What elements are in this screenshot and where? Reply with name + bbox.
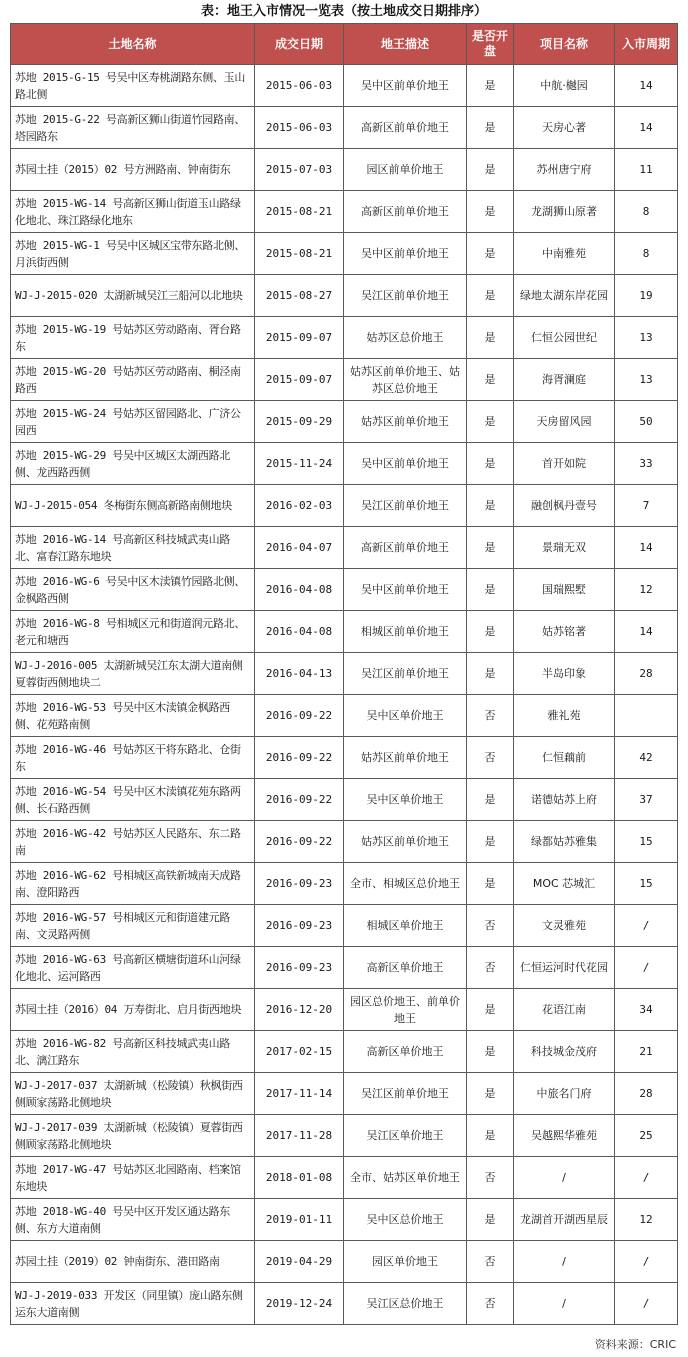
- table-row: [11, 863, 678, 905]
- cell-land-name: 苏园土挂（2015）02 号方洲路南、钟南街东: [11, 149, 255, 191]
- cell-land-king-desc: 吴江区总价地王: [344, 1283, 467, 1325]
- cell-deal-date: 2015-09-07: [255, 359, 344, 401]
- cell-market-period: 25: [615, 1115, 678, 1157]
- header-deal-date: 成交日期: [255, 24, 344, 65]
- table-row: [11, 359, 678, 401]
- cell-market-period: 11: [615, 149, 678, 191]
- cell-market-period: 7: [615, 485, 678, 527]
- cell-land-king-desc: 相城区前单价地王: [344, 611, 467, 653]
- cell-opened: 否: [467, 695, 514, 737]
- table-row: [11, 233, 678, 275]
- cell-project-name: 仁恒运河时代花园: [514, 947, 615, 989]
- cell-land-king-desc: 吴中区单价地王: [344, 695, 467, 737]
- cell-land-king-desc: 吴中区前单价地王: [344, 443, 467, 485]
- table-row: [11, 1115, 678, 1157]
- cell-deal-date: 2015-06-03: [255, 107, 344, 149]
- table-row: [11, 947, 678, 989]
- cell-land-name: WJ-J-2017-037 太湖新城（松陵镇）秋枫街西侧顾家荡路北侧地块: [11, 1073, 255, 1115]
- cell-land-king-desc: 高新区单价地王: [344, 1031, 467, 1073]
- cell-market-period: /: [615, 947, 678, 989]
- cell-land-name: 苏地 2015-WG-1 号吴中区城区宝带东路北侧、月浜街西侧: [11, 233, 255, 275]
- cell-opened: 是: [467, 275, 514, 317]
- cell-market-period: 28: [615, 1073, 678, 1115]
- table-row: [11, 191, 678, 233]
- cell-deal-date: 2015-11-24: [255, 443, 344, 485]
- cell-deal-date: 2015-06-03: [255, 65, 344, 107]
- cell-land-name: 苏地 2016-WG-63 号高新区横塘街道环山河绿化地北、运河路西: [11, 947, 255, 989]
- cell-land-name: WJ-J-2016-005 太湖新城吴江东太湖大道南侧夏蓉街西侧地块二: [11, 653, 255, 695]
- table-row: [11, 107, 678, 149]
- cell-opened: 是: [467, 653, 514, 695]
- cell-opened: 是: [467, 317, 514, 359]
- cell-market-period: 21: [615, 1031, 678, 1073]
- table-row: [11, 149, 678, 191]
- cell-project-name: 诺德姑苏上府: [514, 779, 615, 821]
- cell-land-king-desc: 吴中区前单价地王: [344, 233, 467, 275]
- cell-project-name: 姑苏铭著: [514, 611, 615, 653]
- cell-land-name: 苏地 2016-WG-54 号吴中区木渎镇花苑东路两侧、长石路西侧: [11, 779, 255, 821]
- cell-opened: 是: [467, 1115, 514, 1157]
- cell-deal-date: 2016-09-22: [255, 821, 344, 863]
- cell-market-period: 8: [615, 233, 678, 275]
- cell-project-name: /: [514, 1283, 615, 1325]
- cell-opened: 否: [467, 1157, 514, 1199]
- cell-market-period: 14: [615, 107, 678, 149]
- cell-land-king-desc: 姑苏区前单价地王: [344, 401, 467, 443]
- header-market-period: 入市周期: [615, 24, 678, 65]
- cell-market-period: 14: [615, 611, 678, 653]
- cell-project-name: 中航·樾园: [514, 65, 615, 107]
- table-row: [11, 1031, 678, 1073]
- cell-project-name: 半岛印象: [514, 653, 615, 695]
- cell-land-king-desc: 吴中区单价地王: [344, 779, 467, 821]
- cell-land-name: WJ-J-2017-039 太湖新城（松陵镇）夏蓉街西侧顾家荡路北侧地块: [11, 1115, 255, 1157]
- cell-deal-date: 2018-01-08: [255, 1157, 344, 1199]
- cell-market-period: 13: [615, 359, 678, 401]
- table-row: [11, 737, 678, 779]
- cell-market-period: 33: [615, 443, 678, 485]
- cell-project-name: 中旅名门府: [514, 1073, 615, 1115]
- cell-land-king-desc: 姑苏区前单价地王: [344, 737, 467, 779]
- cell-land-king-desc: 姑苏区前单价地王: [344, 821, 467, 863]
- land-king-table: [10, 23, 678, 1325]
- cell-land-name: 苏地 2018-WG-40 号吴中区开发区通达路东侧、东方大道南侧: [11, 1199, 255, 1241]
- cell-deal-date: 2016-09-23: [255, 947, 344, 989]
- cell-opened: 是: [467, 359, 514, 401]
- cell-land-king-desc: 高新区单价地王: [344, 947, 467, 989]
- cell-deal-date: 2015-08-21: [255, 233, 344, 275]
- table-row: [11, 1157, 678, 1199]
- cell-project-name: 景瑞无双: [514, 527, 615, 569]
- table-row: [11, 485, 678, 527]
- cell-market-period: /: [615, 1157, 678, 1199]
- cell-land-king-desc: 相城区单价地王: [344, 905, 467, 947]
- header-opened: 是否开盘: [467, 24, 514, 65]
- cell-market-period: 13: [615, 317, 678, 359]
- cell-market-period: 50: [615, 401, 678, 443]
- cell-land-name: 苏地 2015-WG-24 号姑苏区留园路北、广济公园西: [11, 401, 255, 443]
- table-row: [11, 1283, 678, 1325]
- cell-deal-date: 2019-01-11: [255, 1199, 344, 1241]
- cell-opened: 是: [467, 1199, 514, 1241]
- cell-deal-date: 2016-09-22: [255, 695, 344, 737]
- table-row: [11, 569, 678, 611]
- cell-deal-date: 2016-02-03: [255, 485, 344, 527]
- cell-deal-date: 2015-08-27: [255, 275, 344, 317]
- cell-project-name: 文灵雅苑: [514, 905, 615, 947]
- cell-land-king-desc: 姑苏区总价地王: [344, 317, 467, 359]
- cell-land-king-desc: 高新区前单价地王: [344, 527, 467, 569]
- cell-land-king-desc: 吴江区单价地王: [344, 1115, 467, 1157]
- cell-project-name: /: [514, 1241, 615, 1283]
- cell-project-name: 海胥澜庭: [514, 359, 615, 401]
- header-project-name: 项目名称: [514, 24, 615, 65]
- table-row: [11, 1241, 678, 1283]
- cell-land-name: 苏地 2016-WG-6 号吴中区木渎镇竹园路北侧、金枫路西侧: [11, 569, 255, 611]
- cell-opened: 是: [467, 611, 514, 653]
- cell-deal-date: 2016-09-22: [255, 737, 344, 779]
- table-row: [11, 1199, 678, 1241]
- cell-market-period: 12: [615, 1199, 678, 1241]
- cell-land-name: 苏地 2015-G-15 号吴中区寿桃湖路东侧、玉山路北侧: [11, 65, 255, 107]
- cell-market-period: 14: [615, 527, 678, 569]
- cell-deal-date: 2017-11-14: [255, 1073, 344, 1115]
- cell-deal-date: 2017-11-28: [255, 1115, 344, 1157]
- cell-land-king-desc: 高新区前单价地王: [344, 191, 467, 233]
- cell-land-name: 苏地 2016-WG-42 号姑苏区人民路东、东二路南: [11, 821, 255, 863]
- cell-project-name: 苏州唐宁府: [514, 149, 615, 191]
- cell-land-name: 苏地 2016-WG-82 号高新区科技城武夷山路北、漓江路东: [11, 1031, 255, 1073]
- cell-opened: 是: [467, 65, 514, 107]
- cell-market-period: 15: [615, 863, 678, 905]
- cell-deal-date: 2016-09-22: [255, 779, 344, 821]
- cell-deal-date: 2016-04-08: [255, 569, 344, 611]
- cell-opened: 是: [467, 233, 514, 275]
- cell-opened: 是: [467, 779, 514, 821]
- cell-land-king-desc: 园区总价地王、前单价地王: [344, 989, 467, 1031]
- cell-market-period: [615, 695, 678, 737]
- cell-land-name: 苏地 2015-WG-20 号姑苏区劳动路南、桐泾南路西: [11, 359, 255, 401]
- cell-deal-date: 2015-09-29: [255, 401, 344, 443]
- cell-land-king-desc: 吴江区前单价地王: [344, 485, 467, 527]
- cell-land-name: WJ-J-2015-020 太湖新城吴江三船河以北地块: [11, 275, 255, 317]
- cell-land-king-desc: 高新区前单价地王: [344, 107, 467, 149]
- table-row: [11, 443, 678, 485]
- cell-opened: 是: [467, 569, 514, 611]
- cell-project-name: 龙湖狮山原著: [514, 191, 615, 233]
- table-row: [11, 401, 678, 443]
- cell-deal-date: 2016-04-08: [255, 611, 344, 653]
- table-row: [11, 317, 678, 359]
- cell-market-period: 37: [615, 779, 678, 821]
- table-header: [11, 24, 678, 65]
- cell-land-name: 苏地 2015-G-22 号高新区狮山街道竹园路南、塔园路东: [11, 107, 255, 149]
- cell-project-name: 天房心著: [514, 107, 615, 149]
- table-row: [11, 527, 678, 569]
- cell-market-period: 15: [615, 821, 678, 863]
- cell-project-name: 国瑞熙墅: [514, 569, 615, 611]
- cell-project-name: /: [514, 1157, 615, 1199]
- cell-market-period: /: [615, 1241, 678, 1283]
- cell-land-name: 苏地 2015-WG-19 号姑苏区劳动路南、胥台路东: [11, 317, 255, 359]
- cell-opened: 是: [467, 1031, 514, 1073]
- cell-land-king-desc: 姑苏区前单价地王、姑苏区总价地王: [344, 359, 467, 401]
- source-note: 资料来源：CRIC: [594, 1338, 676, 1351]
- table-row: [11, 989, 678, 1031]
- cell-deal-date: 2019-04-29: [255, 1241, 344, 1283]
- cell-land-name: 苏地 2015-WG-29 号吴中区城区太湖西路北侧、龙西路西侧: [11, 443, 255, 485]
- cell-market-period: 8: [615, 191, 678, 233]
- cell-opened: 否: [467, 905, 514, 947]
- cell-opened: 是: [467, 443, 514, 485]
- cell-land-name: 苏园土挂（2019）02 钟南街东、港田路南: [11, 1241, 255, 1283]
- cell-opened: 是: [467, 527, 514, 569]
- cell-opened: 是: [467, 191, 514, 233]
- cell-project-name: 龙湖首开湖西星辰: [514, 1199, 615, 1241]
- cell-market-period: 28: [615, 653, 678, 695]
- cell-land-name: 苏地 2015-WG-14 号高新区狮山街道玉山路绿化地北、珠江路绿化地东: [11, 191, 255, 233]
- cell-project-name: 中南雅苑: [514, 233, 615, 275]
- cell-project-name: MOC 芯城汇: [514, 863, 615, 905]
- cell-project-name: 吴越熙华雅苑: [514, 1115, 615, 1157]
- cell-deal-date: 2016-04-13: [255, 653, 344, 695]
- table-row: [11, 695, 678, 737]
- cell-market-period: 14: [615, 65, 678, 107]
- cell-opened: 是: [467, 989, 514, 1031]
- cell-deal-date: 2015-07-03: [255, 149, 344, 191]
- cell-market-period: 12: [615, 569, 678, 611]
- table-title: 表：地王入市情况一览表（按土地成交日期排序）: [200, 4, 487, 19]
- cell-land-name: 苏地 2016-WG-46 号姑苏区干将东路北、仓街东: [11, 737, 255, 779]
- cell-project-name: 首开如院: [514, 443, 615, 485]
- table-row: [11, 1073, 678, 1115]
- header-land-king-desc: 地王描述: [344, 24, 467, 65]
- cell-deal-date: 2016-04-07: [255, 527, 344, 569]
- cell-opened: 是: [467, 485, 514, 527]
- cell-land-king-desc: 吴中区前单价地王: [344, 65, 467, 107]
- cell-market-period: /: [615, 1283, 678, 1325]
- cell-deal-date: 2015-09-07: [255, 317, 344, 359]
- cell-land-name: WJ-J-2019-033 开发区（同里镇）庞山路东侧运东大道南侧: [11, 1283, 255, 1325]
- cell-deal-date: 2016-09-23: [255, 905, 344, 947]
- header-row: [11, 24, 678, 65]
- cell-land-name: WJ-J-2015-054 冬梅街东侧高新路南侧地块: [11, 485, 255, 527]
- cell-land-king-desc: 吴中区前单价地王: [344, 569, 467, 611]
- cell-opened: 否: [467, 1241, 514, 1283]
- cell-deal-date: 2016-09-23: [255, 863, 344, 905]
- cell-project-name: 花语江南: [514, 989, 615, 1031]
- cell-opened: 是: [467, 1073, 514, 1115]
- cell-land-name: 苏地 2016-WG-62 号相城区高铁新城南天成路南、澄阳路西: [11, 863, 255, 905]
- table-row: [11, 653, 678, 695]
- cell-opened: 否: [467, 1283, 514, 1325]
- cell-deal-date: 2017-02-15: [255, 1031, 344, 1073]
- cell-opened: 是: [467, 149, 514, 191]
- cell-project-name: 仁恒藕前: [514, 737, 615, 779]
- cell-project-name: 仁恒公园世纪: [514, 317, 615, 359]
- cell-market-period: 19: [615, 275, 678, 317]
- cell-project-name: 科技城金茂府: [514, 1031, 615, 1073]
- cell-opened: 是: [467, 821, 514, 863]
- table-row: [11, 275, 678, 317]
- table-body: [11, 65, 678, 1325]
- cell-project-name: 绿都姑苏雅集: [514, 821, 615, 863]
- cell-land-king-desc: 吴中区总价地王: [344, 1199, 467, 1241]
- cell-opened: 是: [467, 107, 514, 149]
- cell-deal-date: 2015-08-21: [255, 191, 344, 233]
- cell-opened: 否: [467, 737, 514, 779]
- header-land-name: 土地名称: [11, 24, 255, 65]
- cell-deal-date: 2016-12-20: [255, 989, 344, 1031]
- cell-land-name: 苏地 2017-WG-47 号姑苏区北园路南、档案馆东地块: [11, 1157, 255, 1199]
- cell-project-name: 天房留风园: [514, 401, 615, 443]
- cell-land-king-desc: 吴江区前单价地王: [344, 275, 467, 317]
- cell-land-name: 苏地 2016-WG-14 号高新区科技城武夷山路北、富春江路东地块: [11, 527, 255, 569]
- cell-land-king-desc: 吴江区前单价地王: [344, 1073, 467, 1115]
- cell-deal-date: 2019-12-24: [255, 1283, 344, 1325]
- cell-market-period: 42: [615, 737, 678, 779]
- cell-project-name: 雅礼苑: [514, 695, 615, 737]
- cell-land-king-desc: 全市、姑苏区单价地王: [344, 1157, 467, 1199]
- cell-land-king-desc: 全市、相城区总价地王: [344, 863, 467, 905]
- cell-market-period: /: [615, 905, 678, 947]
- cell-opened: 否: [467, 947, 514, 989]
- cell-land-name: 苏园土挂（2016）04 万寿街北、启月街西地块: [11, 989, 255, 1031]
- cell-land-king-desc: 吴江区前单价地王: [344, 653, 467, 695]
- cell-project-name: 绿地太湖东岸花园: [514, 275, 615, 317]
- cell-land-name: 苏地 2016-WG-8 号相城区元和街道润元路北、老元和塘西: [11, 611, 255, 653]
- cell-project-name: 融创枫丹壹号: [514, 485, 615, 527]
- table-row: [11, 821, 678, 863]
- table-row: [11, 779, 678, 821]
- cell-opened: 是: [467, 863, 514, 905]
- table-row: [11, 905, 678, 947]
- cell-land-name: 苏地 2016-WG-53 号吴中区木渎镇金枫路西侧、花苑路南侧: [11, 695, 255, 737]
- table-row: [11, 65, 678, 107]
- cell-market-period: 34: [615, 989, 678, 1031]
- cell-land-king-desc: 园区前单价地王: [344, 149, 467, 191]
- cell-land-name: 苏地 2016-WG-57 号相城区元和街道建元路南、文灵路两侧: [11, 905, 255, 947]
- table-row: [11, 611, 678, 653]
- cell-opened: 是: [467, 401, 514, 443]
- cell-land-king-desc: 园区单价地王: [344, 1241, 467, 1283]
